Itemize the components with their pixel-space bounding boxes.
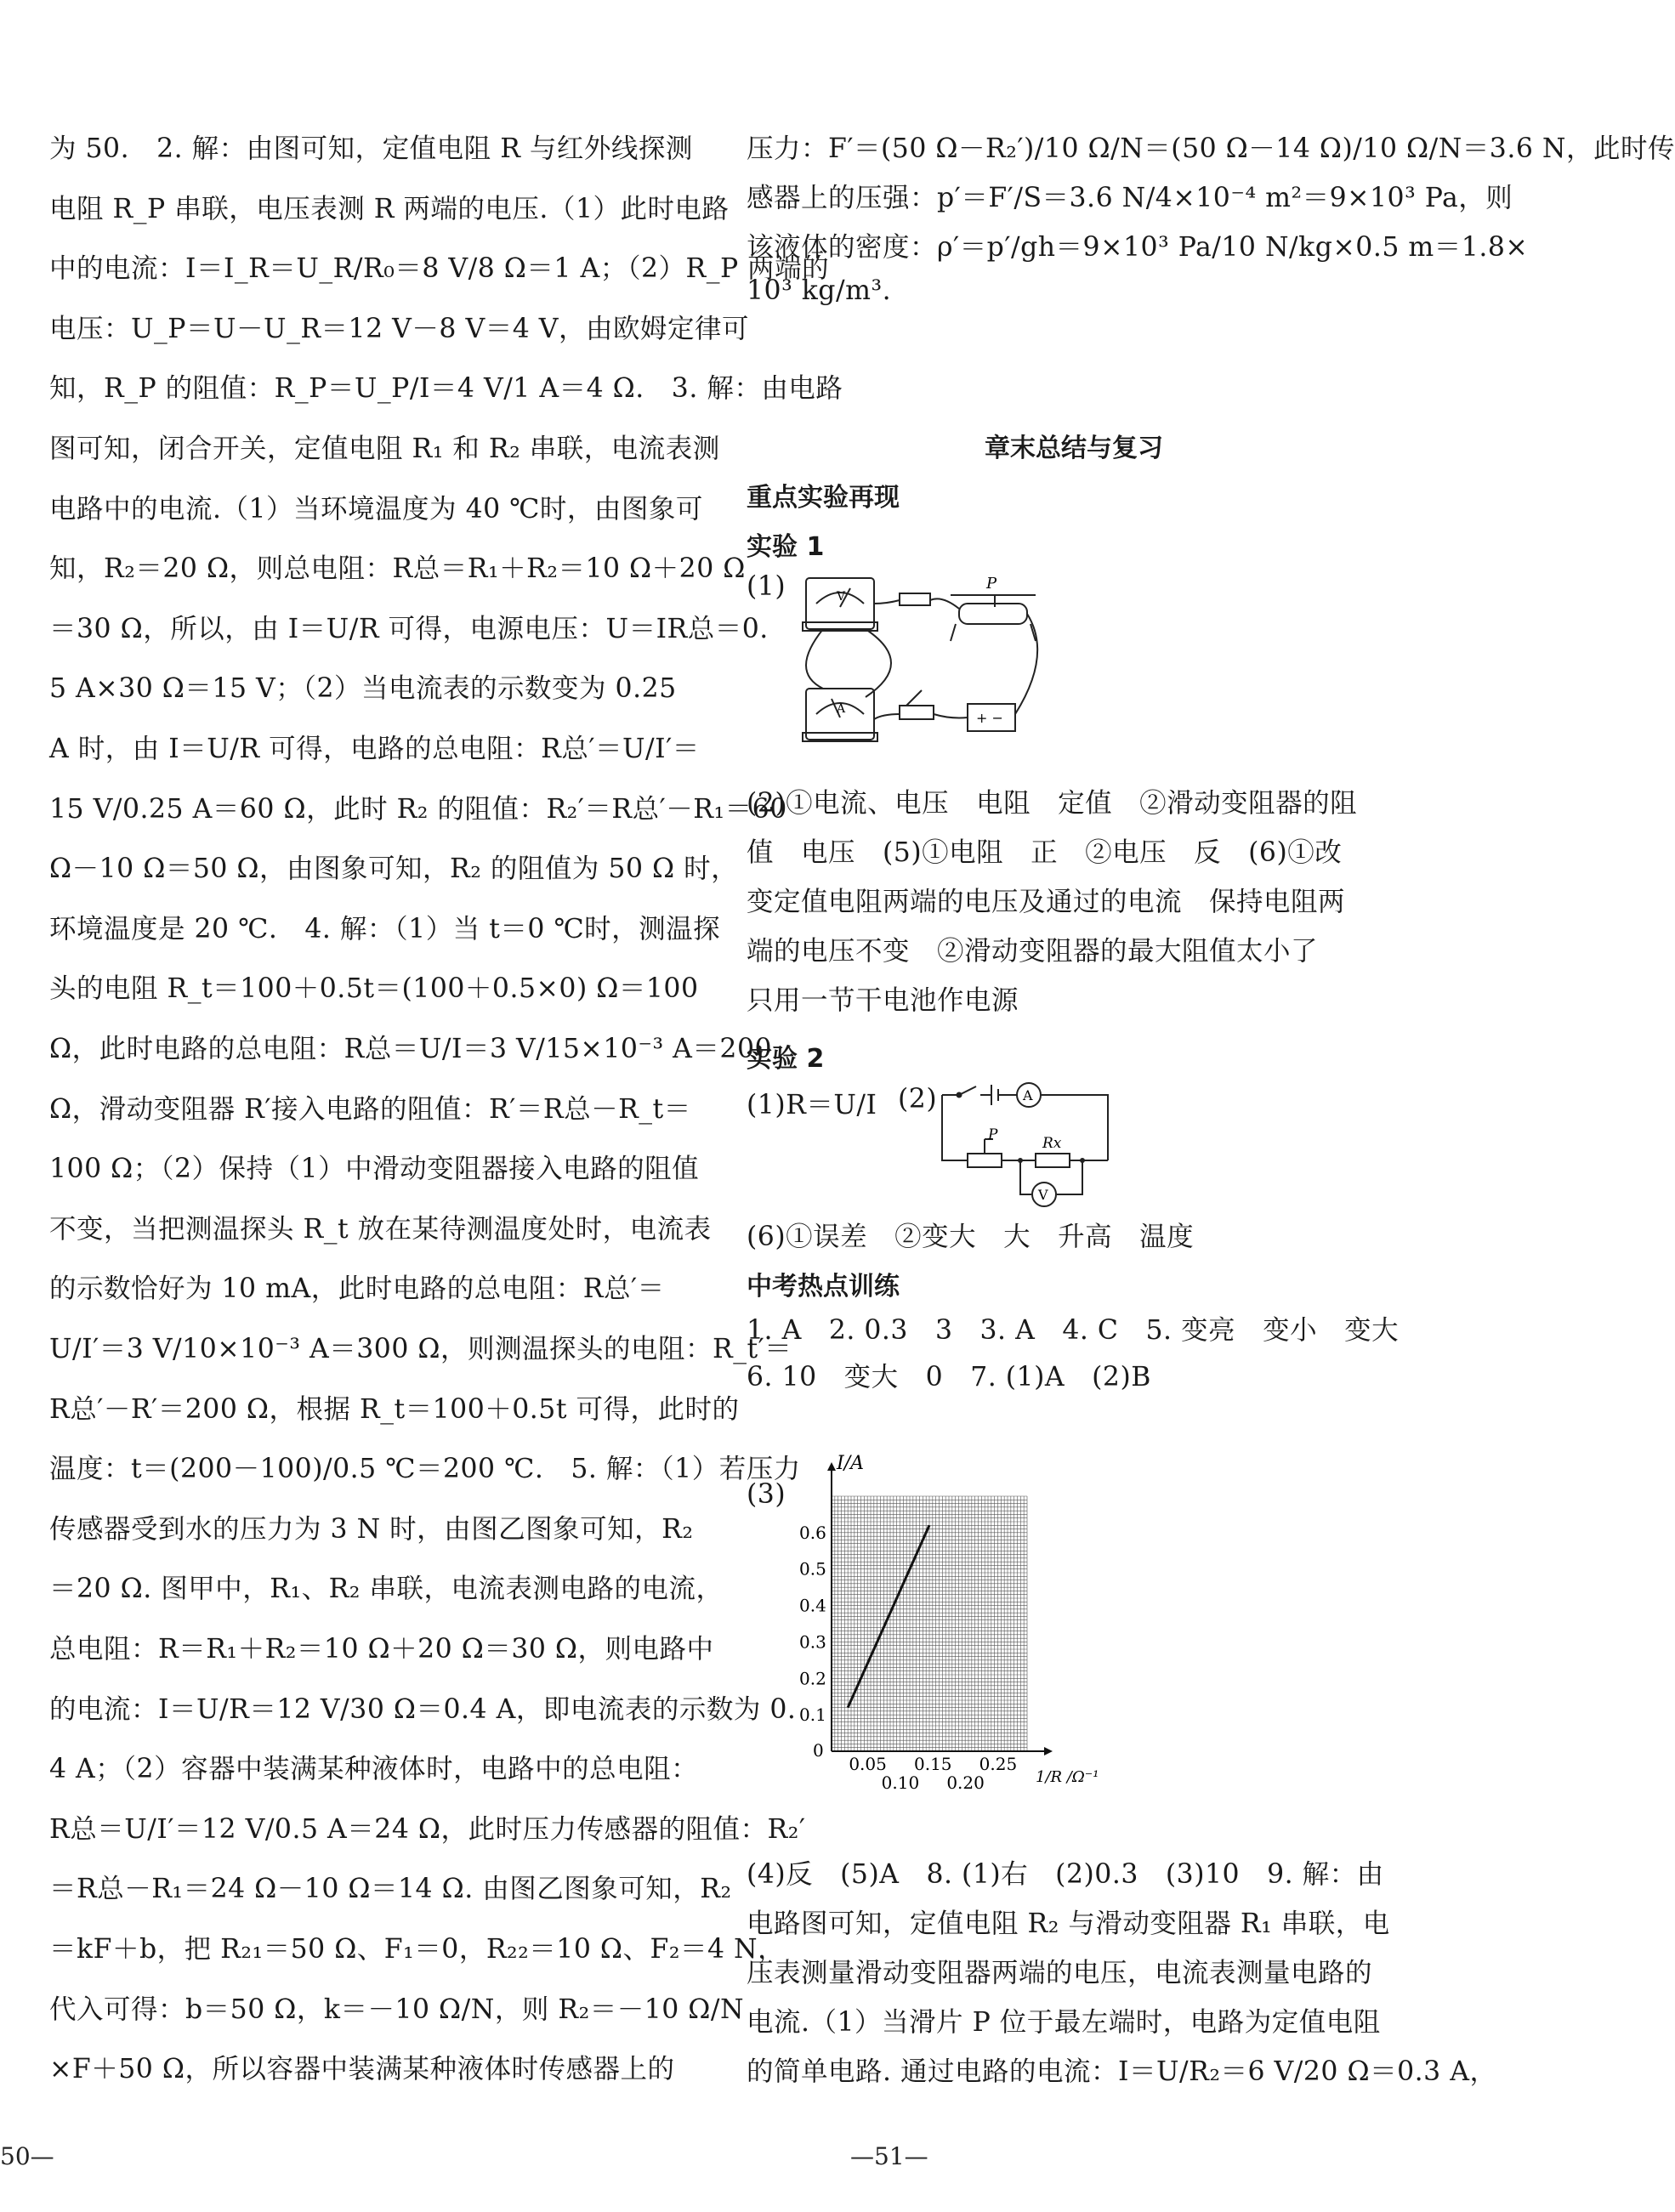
text-line: 15 V/0.25 A＝60 Ω，此时 R₂ 的阻值：R₂′＝R总′－R₁＝60	[49, 793, 787, 825]
text-line: A 时，由 I＝U/R 可得，电路的总电阻：R总′＝U/I′＝	[49, 734, 700, 764]
text-line: ＝30 Ω，所以，由 I＝U/R 可得，电源电压：U＝IR总＝0.	[49, 613, 769, 644]
x-tick-label: 0.10	[881, 1772, 920, 1793]
rheostat	[959, 604, 1027, 624]
slider-letter: P	[986, 575, 997, 593]
text-line: (4)反 (5)A 8. (1)右 (2)0.3 (3)10 9. 解：由	[747, 1859, 1384, 1890]
switch-bottom	[900, 706, 934, 719]
text-line: 变定值电阻两端的电压及通过的电流 保持电阻两	[747, 887, 1346, 917]
resistor-rx-letter: Rx	[1042, 1135, 1062, 1152]
experiment-1-title: 实验 1	[747, 532, 825, 562]
x-tick-label: 0.25	[979, 1754, 1018, 1774]
text-line: 10³ kg/m³.	[747, 275, 892, 306]
text-line: Ω，滑动变阻器 R′接入电路的阻值：R′＝R总－R_t＝	[49, 1093, 691, 1125]
text-line: ＝kF＋b，把 R₂₁＝50 Ω、F₁＝0，R₂₂＝10 Ω、F₂＝4 N，	[49, 1934, 786, 1965]
experiment-2-circuit-diagram	[934, 1080, 1129, 1207]
text-line: 知，R₂＝20 Ω，则总电阻：R总＝R₁＋R₂＝10 Ω＋20 Ω	[49, 553, 746, 585]
y-axis-arrow	[827, 1462, 836, 1471]
experiment-2-formula: (1)R＝U/I	[747, 1090, 877, 1120]
voltmeter-symbol-letter: V	[1038, 1187, 1048, 1203]
y-axis-label: I/A	[837, 1453, 864, 1474]
text-line: 100 Ω；（2）保持（1）中滑动变阻器接入电路的阻值	[49, 1154, 700, 1185]
text-line: R总′－R′＝200 Ω，根据 R_t＝100＋0.5t 可得，此时的	[49, 1393, 740, 1425]
text-line: 为 50. 2. 解：由图可知，定值电阻 R 与红外线探测	[49, 133, 693, 164]
experiment-2-part2-label: (2)	[898, 1084, 938, 1115]
subsection-hot-topics: 中考热点训练	[747, 1272, 900, 1302]
graph-label: (3)	[747, 1479, 786, 1510]
text-line: U/I′＝3 V/10×10⁻³ A＝300 Ω，则测温探头的电阻：R_t′＝	[49, 1334, 792, 1364]
page-number-left: 50—	[0, 2142, 54, 2170]
y-tick-label: 0.1	[799, 1704, 826, 1726]
text-line: ＝20 Ω. 图甲中，R₁、R₂ 串联，电流表测电路的电流，	[49, 1574, 724, 1605]
battery-sign: + −	[976, 710, 1003, 726]
text-line: Ω－10 Ω＝50 Ω，由图象可知，R₂ 的阻值为 50 Ω 时，	[49, 854, 739, 885]
text-line: 电流.（1）当滑片 P 位于最左端时，电路为定值电阻	[747, 2007, 1381, 2038]
text-line: 知，R_P 的阻值：R_P＝U_P/I＝4 V/1 A＝4 Ω. 3. 解：由电路	[49, 373, 843, 405]
x-tick-label: 0.15	[914, 1754, 952, 1774]
text-line: R总＝U/I′＝12 V/0.5 A＝24 Ω，此时压力传感器的阻值：R₂′	[49, 1813, 806, 1845]
text-line: ＝R总－R₁＝24 Ω－10 Ω＝14 Ω. 由图乙图象可知，R₂	[49, 1874, 732, 1905]
text-line: ×F＋50 Ω，所以容器中装满某种液体时传感器上的	[49, 2054, 675, 2085]
y-tick-label: 0.6	[799, 1522, 826, 1543]
text-line: 不变，当把测温探头 R_t 放在某待测温度处时，电流表	[49, 1213, 712, 1245]
text-line: 传感器受到水的压力为 3 N 时，由图乙图象可知，R₂	[49, 1513, 694, 1545]
y-tick-label: 0.2	[799, 1668, 826, 1689]
subsection-key-experiments: 重点实验再现	[747, 483, 900, 513]
switch-top	[900, 593, 930, 605]
text-line: (2)①电流、电压 电阻 定值 ②滑动变阻器的阻	[747, 788, 1358, 819]
text-line: 值 电压 (5)①电阻 正 ②电压 反 (6)①改	[747, 837, 1343, 868]
text-line: 头的电阻 R_t＝100＋0.5t＝(100＋0.5×0) Ω＝100	[49, 973, 699, 1005]
text-line: 压力：F′＝(50 Ω－R₂′)/10 Ω/N＝(50 Ω－14 Ω)/10 Ω/N＝3.6 N，此时传	[747, 133, 1675, 164]
text-line: 6. 10 变大 0 7. (1)A (2)B	[747, 1362, 1151, 1392]
i-vs-inverse-r-chart	[781, 1453, 1099, 1794]
text-line: 温度：t＝(200－100)/0.5 ℃＝200 ℃. 5. 解：（1）若压力	[49, 1454, 801, 1485]
experiment-1-part1-label: (1)	[747, 571, 786, 602]
text-line: 电压：U_P＝U－U_R＝12 V－8 V＝4 V，由欧姆定律可	[49, 313, 750, 344]
text-line: 电路图可知，定值电阻 R₂ 与滑动变阻器 R₁ 串联，电	[747, 1909, 1390, 1939]
x-tick-label: 0.05	[849, 1754, 887, 1774]
text-line: 4 A；（2）容器中装满某种液体时，电路中的总电阻：	[49, 1754, 699, 1785]
ammeter-letter: A	[837, 702, 846, 716]
text-line: 感器上的压强：p′＝F′/S＝3.6 N/4×10⁻⁴ m²＝9×10³ Pa，则	[747, 183, 1513, 213]
text-line: Ω，此时电路的总电阻：R总＝U/I＝3 V/15×10⁻³ A＝200	[49, 1034, 773, 1064]
origin-label: 0	[813, 1740, 824, 1761]
experiment-1-apparatus-figure	[798, 570, 1053, 757]
text-line: 中的电流：I＝I_R＝U_R/R₀＝8 V/8 Ω＝1 A；（2）R_P 两端的	[49, 253, 830, 285]
y-tick-label: 0.3	[799, 1631, 826, 1653]
text-line: 的示数恰好为 10 mA，此时电路的总电阻：R总′＝	[49, 1273, 665, 1305]
text-line: 电路中的电流.（1）当环境温度为 40 ℃时，由图象可	[49, 493, 703, 525]
text-line: 代入可得：b＝50 Ω，k＝－10 Ω/N，则 R₂＝－10 Ω/N	[49, 1994, 745, 2025]
ammeter-symbol-letter: A	[1023, 1087, 1033, 1103]
text-line: 电阻 R_P 串联，电压表测 R 两端的电压.（1）此时电路	[49, 193, 730, 224]
slider-p-letter: P	[988, 1126, 998, 1143]
text-line: 5 A×30 Ω＝15 V；（2）当电流表的示数变为 0.25	[49, 673, 677, 705]
y-tick-label: 0.4	[799, 1595, 826, 1616]
resistor-rx-symbol	[1036, 1154, 1070, 1167]
text-line: 压表测量滑动变阻器两端的电压，电流表测量电路的	[747, 1958, 1373, 1988]
x-tick-label: 0.20	[946, 1772, 985, 1793]
rheostat-symbol	[968, 1154, 1002, 1167]
x-axis-label: 1/R /Ω⁻¹	[1036, 1768, 1099, 1786]
text-line: 端的电压不变 ②滑动变阻器的最大阻值太小了	[747, 936, 1319, 967]
text-line: 图可知，闭合开关，定值电阻 R₁ 和 R₂ 串联，电流表测	[49, 434, 720, 464]
text-line: 该液体的密度：ρ′＝p′/gh＝9×10³ Pa/10 N/kg×0.5 m＝1.8×	[747, 232, 1529, 263]
y-tick-label: 0.5	[799, 1558, 826, 1580]
text-line: 只用一节干电池作电源	[747, 985, 1019, 1016]
voltmeter-letter: V	[837, 590, 846, 604]
experiment-2-part6: (6)①误差 ②变大 大 升高 温度	[747, 1222, 1195, 1252]
text-line: 总电阻：R＝R₁＋R₂＝10 Ω＋20 Ω＝30 Ω，则电路中	[49, 1634, 714, 1665]
x-axis-arrow	[1044, 1747, 1053, 1755]
text-line: 1. A 2. 0.3 3 3. A 4. C 5. 变亮 变小 变大	[747, 1315, 1400, 1346]
experiment-2-title: 实验 2	[747, 1044, 825, 1074]
section-title: 章末总结与复习	[985, 434, 1163, 463]
text-line: 的电流：I＝U/R＝12 V/30 Ω＝0.4 A，即电流表的示数为 0.	[49, 1693, 797, 1725]
page-number-right: —51—	[850, 2142, 928, 2170]
text-line: 的简单电路. 通过电路的电流：I＝U/R₂＝6 V/20 Ω＝0.3 A，	[747, 2056, 1497, 2087]
text-line: 环境温度是 20 ℃. 4. 解：（1）当 t＝0 ℃时，测温探	[49, 913, 721, 944]
